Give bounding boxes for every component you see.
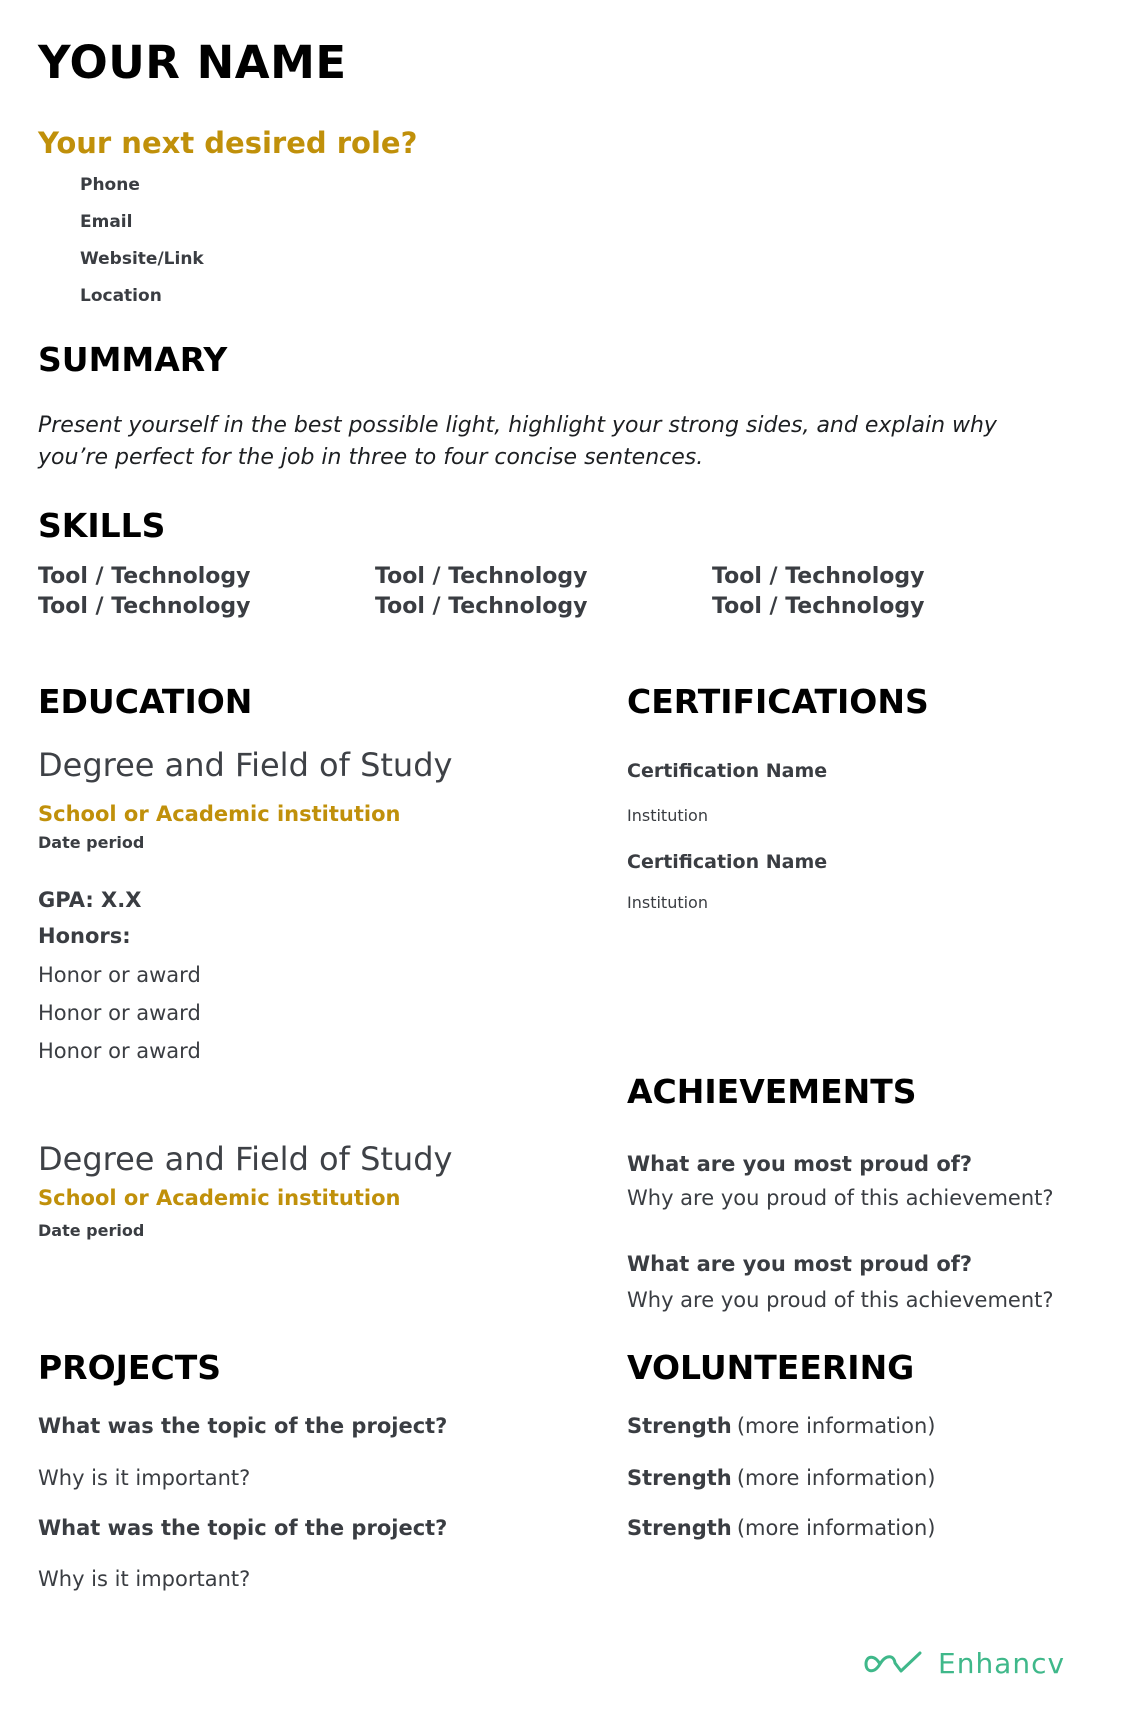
projects-heading: PROJECTS [38, 1348, 221, 1387]
certification-institution: Institution [627, 806, 708, 825]
education-date: Date period [38, 1221, 145, 1240]
achievement-title: What are you most proud of? [627, 1252, 973, 1276]
contact-website: Website/Link [80, 249, 204, 269]
achievement-title: What are you most proud of? [627, 1152, 973, 1176]
candidate-name: YOUR NAME [38, 36, 347, 89]
volunteering-strength: Strength [627, 1466, 732, 1490]
skill-item: Tool / Technology [375, 594, 588, 619]
project-detail: Why is it important? [38, 1567, 251, 1591]
volunteering-strength: Strength [627, 1516, 732, 1540]
education-honors-label: Honors: [38, 924, 131, 948]
education-date: Date period [38, 833, 145, 852]
achievements-heading: ACHIEVEMENTS [627, 1072, 917, 1111]
volunteering-heading: VOLUNTEERING [627, 1348, 915, 1387]
skill-item: Tool / Technology [38, 594, 251, 619]
education-gpa: GPA: X.X [38, 888, 142, 912]
certification-name: Certification Name [627, 851, 828, 873]
skill-item: Tool / Technology [38, 564, 251, 589]
skill-item: Tool / Technology [375, 564, 588, 589]
certification-institution: Institution [627, 893, 708, 912]
certifications-heading: CERTIFICATIONS [627, 682, 929, 721]
skill-item: Tool / Technology [712, 564, 925, 589]
project-title: What was the topic of the project? [38, 1516, 448, 1540]
education-honor: Honor or award [38, 963, 201, 987]
skill-item: Tool / Technology [712, 594, 925, 619]
summary-heading: SUMMARY [38, 340, 228, 379]
education-honor: Honor or award [38, 1001, 201, 1025]
volunteering-item [627, 1466, 936, 1490]
education-degree: Degree and Field of Study [38, 1140, 453, 1178]
contact-location: Location [80, 286, 162, 306]
resume-page [38, 0, 1102, 1712]
certification-name: Certification Name [627, 760, 828, 782]
volunteering-strength: Strength [627, 1414, 732, 1438]
volunteering-info: (more information) [736, 1414, 936, 1438]
education-school: School or Academic institution [38, 1186, 401, 1210]
achievement-detail: Why are you proud of this achievement? [627, 1186, 1054, 1210]
contact-email: Email [80, 212, 133, 232]
project-detail: Why is it important? [38, 1466, 251, 1490]
education-honor: Honor or award [38, 1039, 201, 1063]
education-degree: Degree and Field of Study [38, 746, 453, 784]
brand-footer [864, 1647, 1065, 1680]
summary-text: Present yourself in the best possible light, highlight your strong sides, and explain why you’re perfect for the job in three to four concise sentences. [38, 413, 997, 470]
contact-phone: Phone [80, 175, 140, 195]
volunteering-info: (more information) [736, 1466, 936, 1490]
skills-heading: SKILLS [38, 506, 166, 545]
education-school: School or Academic institution [38, 802, 401, 826]
volunteering-info: (more information) [736, 1516, 936, 1540]
education-heading: EDUCATION [38, 682, 253, 721]
project-title: What was the topic of the project? [38, 1414, 448, 1438]
volunteering-item [627, 1516, 936, 1540]
infinity-check-logo-icon [864, 1649, 926, 1679]
brand-name: Enhancv [938, 1647, 1066, 1680]
volunteering-item [627, 1414, 936, 1438]
desired-role: Your next desired role? [38, 126, 418, 160]
achievement-detail: Why are you proud of this achievement? [627, 1288, 1054, 1312]
